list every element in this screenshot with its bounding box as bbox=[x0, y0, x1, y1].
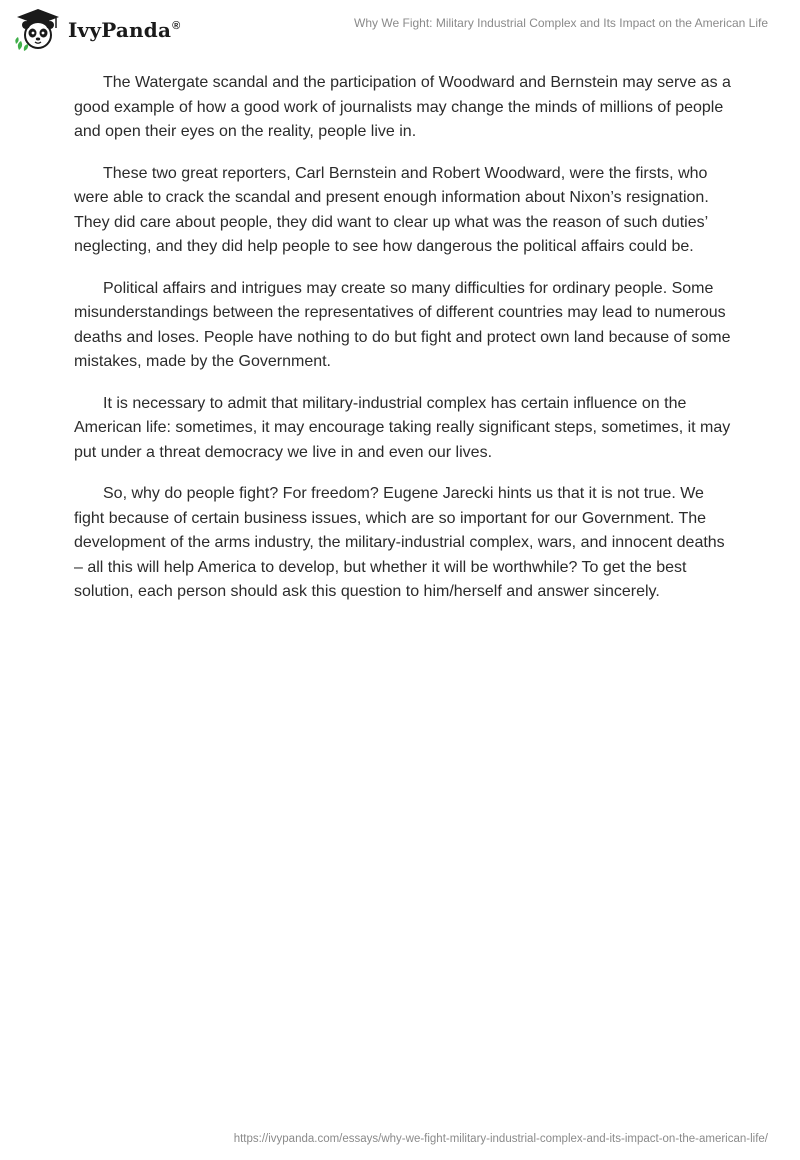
paragraph: The Watergate scandal and the participation of Woodward and Bernstein may serve as a good example of how a good work of journalists may change the minds of millions of people and open their eyes on the reality, people live in. bbox=[74, 74, 731, 140]
document-title: Why We Fight: Military Industrial Complex and Its Impact on the American Life bbox=[354, 16, 768, 30]
registered-mark: ® bbox=[172, 20, 181, 33]
paragraph: So, why do people fight? For freedom? Eugene Jarecki hints us that it is not true. We fight because of certain business issues, which are so important for our Government. The development of the arms industry, the military-industrial complex, wars, and innocent deaths – all this will help America to develop, but whether it will be worthwhile? To get the best solution, each person should ask this question to him/herself and answer sincerely. bbox=[74, 485, 725, 600]
essay-body bbox=[74, 71, 734, 622]
page-header bbox=[0, 0, 800, 60]
ivypanda-logo[interactable] bbox=[14, 8, 180, 52]
source-url-link[interactable]: https://ivypanda.com/essays/why-we-fight-military-industrial-complex-and-its-impact-on-the-american-life/ bbox=[233, 1133, 768, 1145]
paragraph: Political affairs and intrigues may create so many difficulties for ordinary people. Some misunderstandings between the representatives of different countries may lead to numerous deaths and loses. People have nothing to do but fight and protect own land because of some mistakes, made by the Government. bbox=[74, 279, 731, 370]
panda-mascot-icon bbox=[14, 8, 62, 52]
brand-name: IvyPanda® bbox=[68, 18, 181, 42]
paragraph: These two great reporters, Carl Bernstein and Robert Woodward, were the firsts, who were able to crack the scandal and present enough information about Nixon’s resignation. They did care about people, they did want to clear up what was the reason of such duties’ neglecting, and they did help people to see how dangerous the political affairs could be. bbox=[74, 164, 709, 255]
paragraph: It is necessary to admit that military-industrial complex has certain influence on the American life: sometimes, it may encourage taking really significant steps, sometimes, it may put under a threat democracy we live in and even our lives. bbox=[74, 394, 731, 461]
